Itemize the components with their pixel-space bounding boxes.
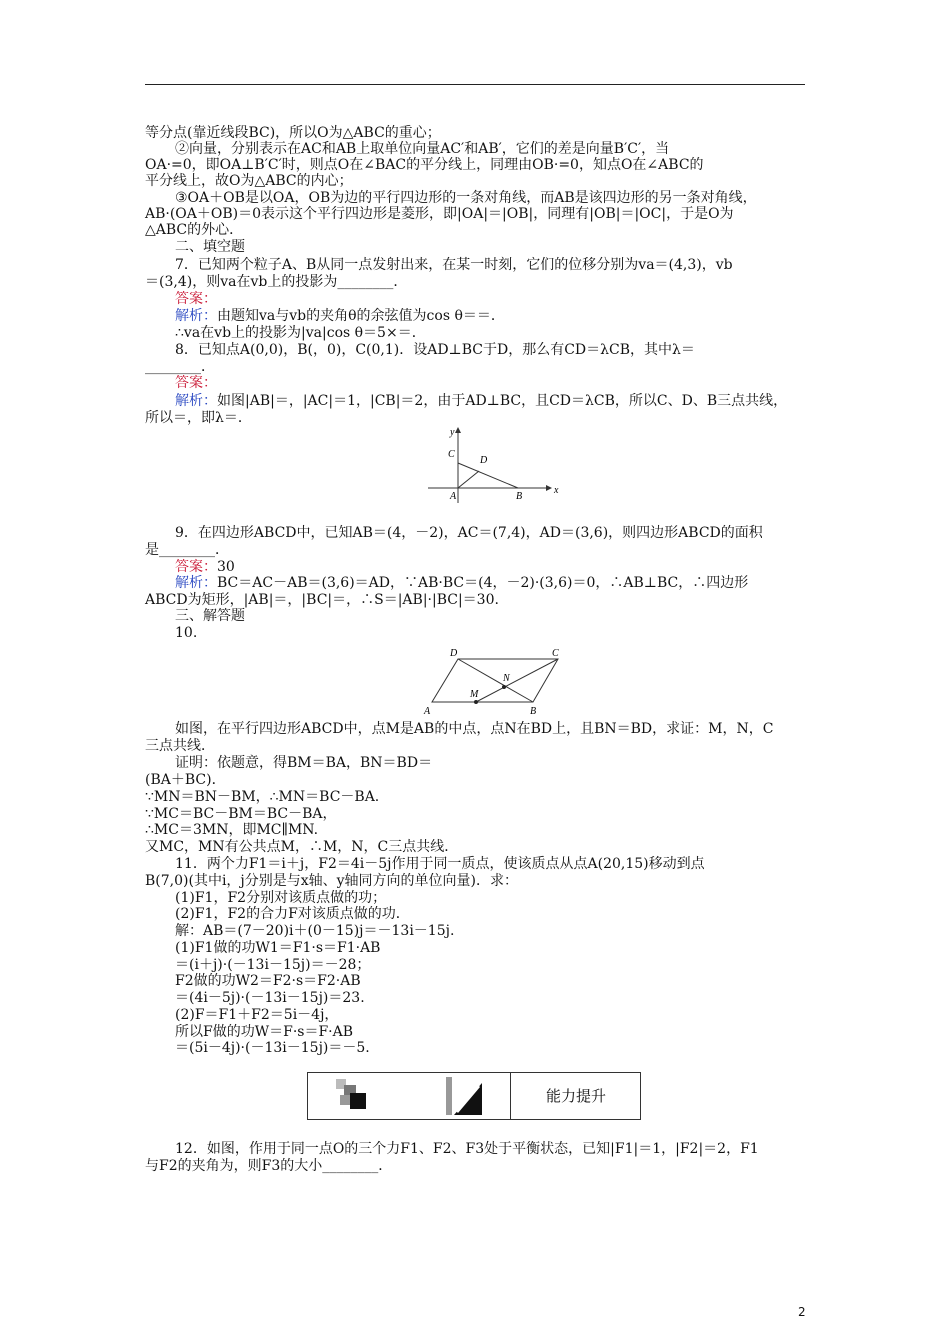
solution-line: 所以F做的功W＝F·s＝F·AB (175, 1024, 354, 1040)
analysis-line (175, 308, 817, 324)
answer-label: 答案： (175, 375, 217, 391)
figure-q10 (418, 644, 568, 716)
solution-line: F2做的功W2＝F2·s＝F2·AB (175, 973, 361, 989)
answer-value: 30 (217, 559, 235, 575)
section-heading: 三、解答题 (175, 608, 245, 624)
label-c: C (448, 449, 455, 460)
analysis-line (175, 575, 817, 591)
answer-label: 答案： (175, 291, 217, 307)
proof-line: 又MC，MN有公共点M，∴M，N，C三点共线． (145, 839, 459, 855)
analysis-line (175, 393, 817, 409)
question-11: B(7,0)(其中i，j分别是与x轴、y轴同方向的单位向量)．求： (145, 873, 519, 889)
question-10: 三点共线． (145, 738, 215, 754)
question-11: 11．两个力F1＝i＋j，F2＝4i－5j作用于同一质点，使该质点从点A(20,15)移动到点 (175, 856, 705, 872)
label-a: A (424, 706, 431, 717)
analysis-line: ABCD为矩形，|AB|＝，|BC|＝，∴S＝|AB|·|BC|＝30. (145, 592, 499, 608)
section-banner (307, 1072, 641, 1120)
banner-label: 能力提升 (545, 1087, 606, 1105)
question-12: 12．如图，作用于同一点O的三个力F1、F2、F3处于平衡状态，已知|F1|＝1，|F2|＝2，F1 (175, 1141, 759, 1157)
label-b: B (530, 706, 537, 717)
analysis-label: 解析： (175, 393, 217, 409)
proof-line: ∴MC＝3MN，即MC∥MN. (145, 822, 319, 838)
proof-line: ∵MC＝BC－BM＝BC－BA， (145, 806, 337, 822)
proof-line: ∵MN＝BN－BM，∴MN＝BC－BA. (145, 789, 380, 805)
text-line: 平分线上，故O为△ABC的内心； (145, 173, 353, 189)
answer-label: 答案： (175, 559, 217, 575)
label-b: B (516, 491, 523, 502)
label-d: D (450, 648, 458, 659)
banner-decoration-icon (336, 1079, 376, 1115)
text-line: 等分点(靠近线段BC)，所以O为△ABC的重心； (145, 125, 441, 141)
answer-line (175, 559, 817, 575)
label-d: D (480, 455, 488, 466)
question-8: 8．已知点A(0,0)，B(，0)，C(0,1)．设AD⊥BC于D，那么有CD＝λCB，其中λ＝ (175, 342, 695, 358)
question-11: (1)F1，F2分别对该质点做的功； (175, 890, 387, 906)
analysis-line: ∴va在vb上的投影为|va|cos θ＝5×＝． (175, 325, 426, 341)
question-10: 如图，在平行四边形ABCD中，点M是AB的中点，点N在BD上，且BN＝BD，求证：M，N，C (175, 721, 774, 737)
label-c: C (552, 648, 559, 659)
analysis-line: 所以＝，即λ＝． (145, 410, 252, 426)
banner-arrow-icon (446, 1077, 486, 1115)
analysis-text: BC＝AC－AB＝(3,6)＝AD，∵AB·BC＝(4，－2)·(3,6)＝0，∴AB⊥BC，∴四边形 (217, 575, 749, 591)
label-m: M (470, 689, 479, 700)
label-x: x (554, 485, 559, 496)
question-12: 与F2的夹角为，则F3的大小________． (145, 1158, 393, 1174)
section-heading: 二、填空题 (175, 239, 245, 255)
question-7: 7．已知两个粒子A、B从同一点发射出来，在某一时刻，它们的位移分别为va＝(4,3)，vb (175, 257, 733, 273)
proof-line: (BA＋BC)． (145, 772, 226, 788)
label-a: A (450, 491, 457, 502)
solution-line: (2)F＝F1＋F2＝5i－4j， (175, 1007, 339, 1023)
figure-q8 (428, 425, 558, 505)
question-7: ＝(3,4)，则va在vb上的投影为________． (145, 274, 408, 290)
solution-line: 解：AB＝(7－20)i＋(0－15)j＝－13i－15j. (175, 923, 455, 939)
question-8: ________． (145, 359, 215, 375)
text-line: ②向量，分别表示在AC和AB上取单位向量AC′和AB′，它们的差是向量B′C′，当 (175, 141, 670, 157)
label-n: N (503, 673, 510, 684)
solution-line: ＝(5i－4j)·(－13i－15j)＝－5. (175, 1040, 370, 1056)
analysis-text: 由题知va与vb的夹角θ的余弦值为cos θ＝＝． (217, 308, 505, 324)
proof-line: 证明：依题意，得BM＝BA，BN＝BD＝ (175, 755, 433, 771)
text-line: OA·=0，即OA⊥B′C′时，则点O在∠BAC的平分线上，同理由OB·=0，知点O在∠ABC的 (145, 157, 704, 173)
question-10-number: 10. (175, 625, 198, 641)
solution-line: (1)F1做的功W1＝F1·s＝F1·AB (175, 940, 381, 956)
text-line: AB·(OA＋OB)＝0表示这个平行四边形是菱形，即|OA|＝|OB|，同理有|OB|＝|OC|，于是O为 (145, 206, 734, 222)
header-rule (145, 84, 805, 85)
question-9: 是________． (145, 542, 229, 558)
analysis-text: 如图|AB|＝，|AC|＝1，|CB|＝2，由于AD⊥BC，且CD＝λCB，所以C、D、B三点共线， (217, 393, 788, 409)
text-line: △ABC的外心． (145, 222, 244, 238)
analysis-label: 解析： (175, 308, 217, 324)
analysis-label: 解析： (175, 575, 217, 591)
solution-line: ＝(i＋j)·(－13i－15j)＝－28； (175, 957, 371, 973)
text-line: ③OA＋OB是以OA，OB为边的平行四边形的一条对角线，而AB是该四边形的另一条对角线， (175, 190, 757, 206)
solution-line: ＝(4i－5j)·(－13i－15j)＝23. (175, 990, 365, 1006)
label-y: y (450, 427, 455, 438)
page-number: 2 (798, 1305, 806, 1319)
question-9: 9．在四边形ABCD中，已知AB＝(4，－2)，AC＝(7,4)，AD＝(3,6)，则四边形ABCD的面积 (175, 525, 763, 541)
question-11: (2)F1，F2的合力F对该质点做的功． (175, 906, 410, 922)
